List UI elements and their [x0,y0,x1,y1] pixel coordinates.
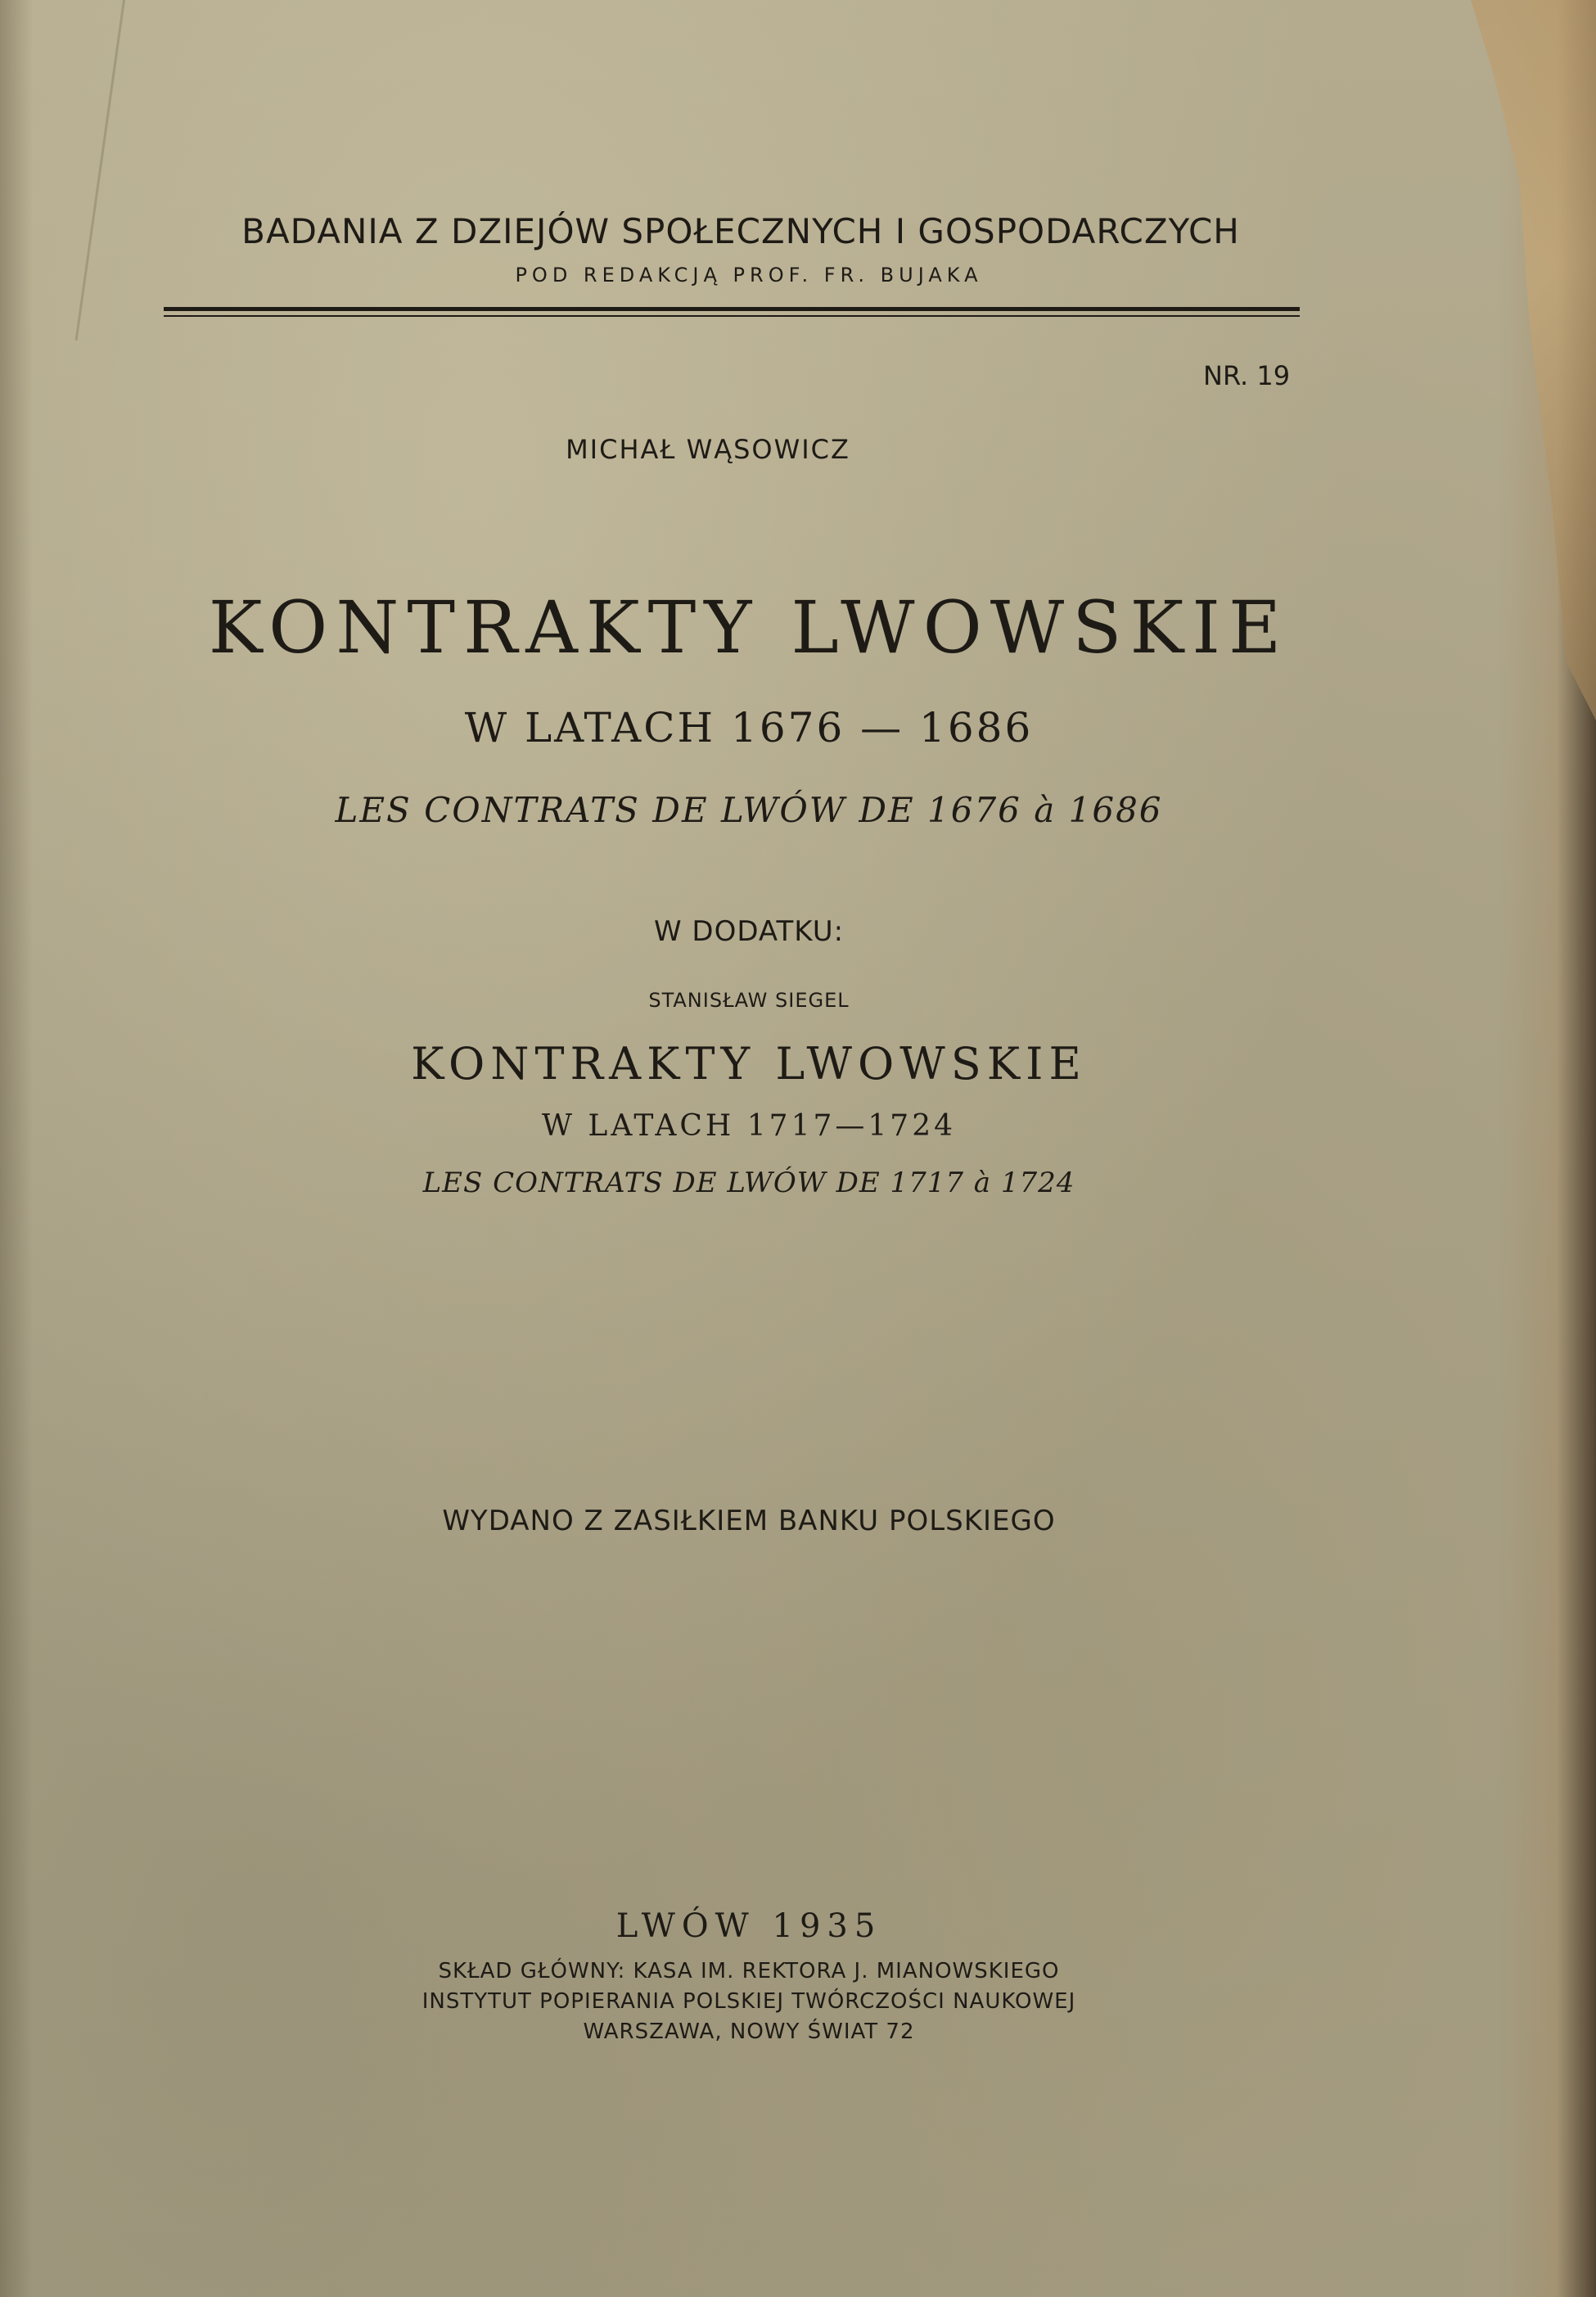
page-edge-shadow [0,0,33,2297]
paper-crease [75,0,125,341]
imprint-line-1: SKŁAD GŁÓWNY: KASA IM. REKTORA J. MIANOWSKIEGO [438,1959,1060,1983]
series-title: BADANIA Z DZIEJÓW SPOŁECZNYCH I GOSPODARCZYCH [241,211,1240,251]
imprint-line-2: INSTYTUT POPIERANIA POLSKIEJ TWÓRCZOŚCI NAUKOWEJ [422,1989,1076,2014]
supplement-french-title: LES CONTRATS DE LWÓW DE 1717 à 1724 [422,1167,1075,1199]
supplement-title: KONTRAKTY LWOWSKIE [411,1038,1087,1090]
supplement-author: STANISŁAW SIEGEL [648,989,850,1012]
header-rule-thick [164,307,1300,311]
editor-line: POD REDAKCJĄ PROF. FR. BUJAKA [515,264,983,287]
series-number: NR. 19 [1203,360,1291,391]
main-title: KONTRAKTY LWOWSKIE [208,585,1290,670]
imprint-place-year: LWÓW 1935 [615,1907,882,1945]
main-subtitle-years: W LATACH 1676 — 1686 [464,704,1034,751]
supplement-subtitle-years: W LATACH 1717—1724 [541,1109,957,1143]
imprint-line-3: WARSZAWA, NOWY ŚWIAT 72 [583,2019,915,2044]
header-rule-thin [164,315,1300,317]
supplement-label: W DODATKU: [653,915,845,948]
author: MICHAŁ WĄSOWICZ [566,434,850,465]
funding-note: WYDANO Z ZASIŁKIEM BANKU POLSKIEGO [442,1505,1056,1537]
main-french-title: LES CONTRATS DE LWÓW DE 1676 à 1686 [335,790,1163,830]
